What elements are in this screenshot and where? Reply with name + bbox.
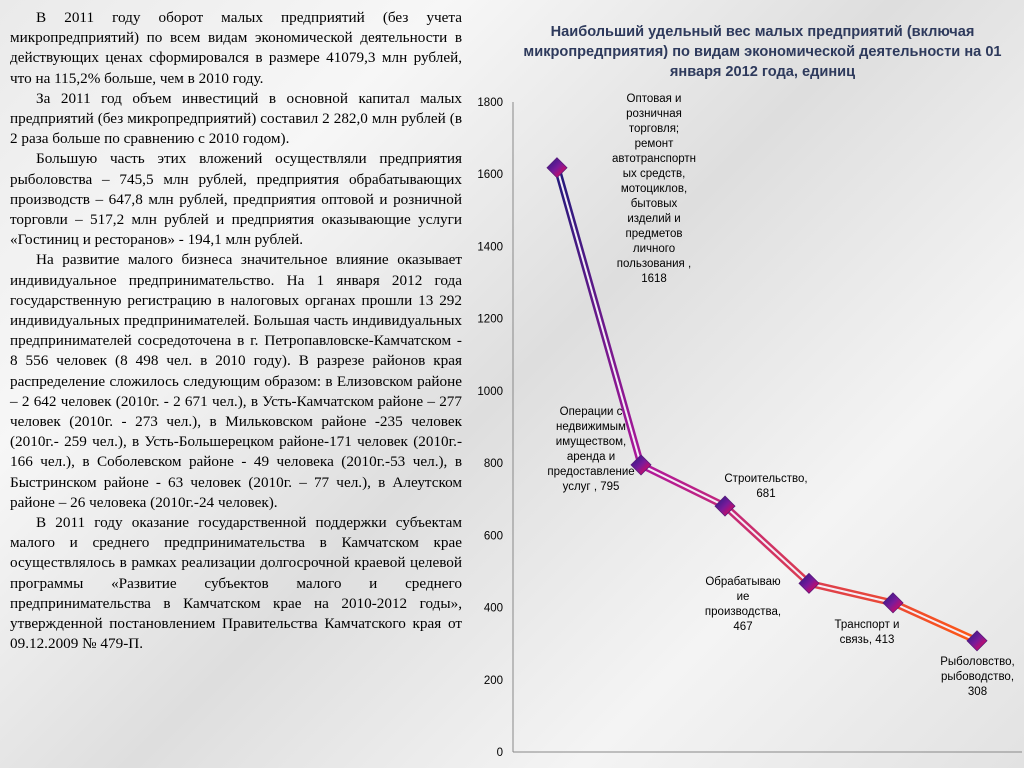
data-label-line: 467	[733, 621, 753, 633]
data-label-line: Транспорт и	[834, 619, 900, 631]
data-label-line: недвижимым	[556, 421, 626, 433]
data-label-line: предметов	[625, 228, 683, 240]
y-tick-label: 1000	[477, 385, 503, 398]
data-label	[590, 92, 718, 287]
data-label-line: личного	[632, 243, 676, 255]
data-label-line: связь, 413	[839, 634, 895, 646]
chart-title: Наибольший удельный вес малых предприятий (включая микропредприятия) по видам экономической деятельности на 01 января 2012 года, единиц	[523, 24, 1002, 80]
y-tick-label: 1800	[477, 97, 503, 109]
data-point-marker	[547, 158, 567, 178]
data-label-line: Обрабатываю	[705, 576, 781, 588]
y-tick-label: 1200	[477, 313, 503, 326]
data-label-line: мотоциклов,	[620, 183, 688, 195]
data-point-marker	[967, 631, 987, 651]
data-label-line: автотранспортн	[611, 153, 697, 165]
data-label-line: Оптовая и	[626, 93, 682, 105]
y-tick-label: 0	[496, 747, 503, 759]
data-label-line: рыбоводство,	[940, 671, 1015, 683]
y-tick-label: 600	[483, 530, 503, 543]
data-label	[706, 472, 826, 502]
data-label-line: предоставление	[547, 466, 635, 478]
data-label-line: производства,	[704, 606, 782, 618]
data-label-line: ых средств,	[622, 168, 686, 180]
paragraph-investments: За 2011 год объем инвестиций в основной капитал малых предприятий (без микропредприятий) составил 2 282,0 млн рублей (в 2 раза больше по сравнению с 2010 годом).	[10, 89, 462, 148]
data-label-line: Рыболовство,	[940, 656, 1015, 668]
data-point-marker	[883, 593, 903, 613]
y-tick-label: 200	[483, 674, 503, 687]
data-label-line: услуг , 795	[562, 481, 620, 493]
paragraph-entrepreneurs: На развитие малого бизнеса значительное влияние оказывает индивидуальное предпринимательство. На 1 января 2012 года государственную регистрацию в налоговых органах прошли 13 292 индивидуальных предпринимателей. Большая часть индивидуальных предпринимателей сосредоточена в г. Петропавловске-Камчатском - 8 556 человек (8 498 чел. в 2010 году). В разрезе районов края распределение сложилось следующим образом: в Елизовском районе – 2 642 человек (2010г. - 2 671 чел.), в Усть-Камчатском районе – 277 человек (2010г. - 273 чел.), в Мильковском районе -235 человек (2010г.- 259 чел.), в Усть-Большерецком районе-171 человек (2010г.- 166 чел.), в Соболевском районе - 49 человека (2010г.-53 чел.), в Быстринском районе - 63 человек (2010г. – 77 чел.), в Алеутском районе – 26 человека (2010г.-24 человек).	[10, 251, 462, 511]
data-label	[688, 575, 798, 635]
data-label-line: имуществом,	[555, 436, 627, 448]
y-tick-label: 800	[483, 458, 503, 471]
data-label-line: изделий и	[627, 213, 681, 225]
data-label-line: Операции с	[559, 406, 623, 418]
data-label-line: ремонт	[634, 138, 674, 150]
data-label-line: 681	[756, 488, 776, 500]
data-label	[812, 618, 922, 648]
paragraph-investment-breakdown: Большую часть этих вложений осуществляли предприятия рыболовства – 745,5 млн рублей, предприятия обрабатывающих производств – 647,8 млн рублей, предприятия оптовой и розничной торговли – 517,2 млн рублей и предприятия оказывающие услуги «Гостиниц и ресторанов» - 194,1 млн рублей.	[10, 150, 462, 249]
data-label	[925, 655, 1024, 700]
data-label-line: ие	[736, 591, 750, 603]
data-label	[530, 405, 652, 495]
data-label-line: пользования ,	[616, 258, 692, 270]
paragraph-state-support: В 2011 году оказание государственной поддержки субъектам малого и среднего предпринимательства в Камчатском крае осуществлялось в рамках реализации долгосрочной краевой целевой программы «Развитие субъектов малого и среднего предпринимательства в Камчатском крае на 2010-2012 годы», утвержденной постановлением Правительства Камчатского края от 09.12.2009 № 479-П.	[10, 514, 462, 653]
y-tick-label: 1600	[477, 169, 503, 182]
data-label-line: 1618	[641, 273, 667, 285]
data-label-line: бытовых	[630, 198, 678, 210]
y-tick-label: 1400	[477, 241, 503, 254]
data-label-line: розничная	[626, 108, 682, 120]
data-label-line: торговля;	[628, 123, 680, 135]
paragraph-turnover: В 2011 году оборот малых предприятий (без учета микропредприятий) по всем видам экономической деятельности в действующих ценах сформировался в размере 41079,3 млн рублей, что на 115,2% больше, чем в 2010 году.	[10, 9, 462, 87]
data-label-line: аренда и	[566, 451, 616, 463]
y-ticks	[477, 97, 503, 759]
data-label-line: 308	[967, 686, 988, 698]
y-tick-label: 400	[483, 602, 503, 615]
data-label-line: Строительство,	[724, 473, 808, 485]
